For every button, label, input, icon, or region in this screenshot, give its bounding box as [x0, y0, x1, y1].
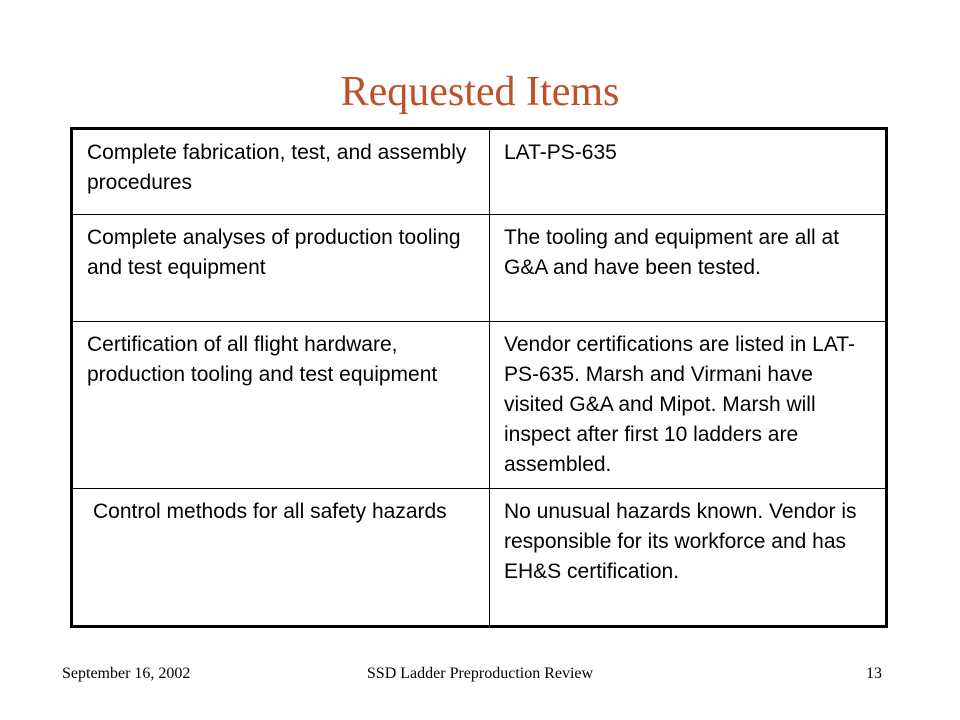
table-row [72, 215, 887, 322]
slide-title: Requested Items [340, 69, 620, 115]
item-cell: Control methods for all safety hazards [72, 489, 490, 627]
footer-presentation-title: SSD Ladder Preproduction Review [366, 665, 594, 682]
response-cell: No unusual hazards known. Vendor is responsible for its workforce and has EH&S certification. [490, 489, 887, 627]
response-cell: LAT-PS-635 [490, 129, 887, 215]
page-number: 13 [866, 665, 882, 682]
item-cell: Complete analyses of production tooling and test equipment [72, 215, 490, 322]
response-cell: Vendor certifications are listed in LAT-PS-635. Marsh and Virmani have visited G&A and Mipot. Marsh will inspect after first 10 ladders are assembled. [490, 322, 887, 489]
footer-date: September 16, 2002 [62, 665, 191, 682]
table-row [72, 129, 887, 215]
item-cell: Certification of all flight hardware, production tooling and test equipment [72, 322, 490, 489]
table-row [72, 322, 887, 489]
response-cell: The tooling and equipment are all at G&A and have been tested. [490, 215, 887, 322]
item-cell: Complete fabrication, test, and assembly procedures [72, 129, 490, 215]
requested-items-table [70, 127, 888, 628]
table-row [72, 489, 887, 627]
